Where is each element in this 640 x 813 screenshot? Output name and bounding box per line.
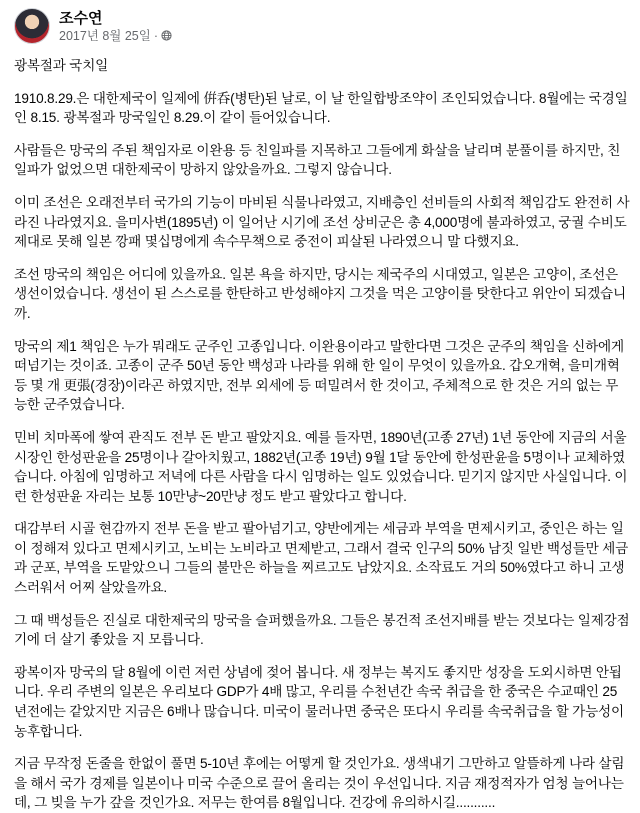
post-date[interactable]: 2017년 8월 25일	[59, 28, 151, 43]
post-paragraph: 조선 망국의 책임은 어디에 있을까요. 일본 욕을 하지만, 당시는 제국주의 시대였고, 일본은 고양이, 조선은 생선이었습니다. 생선이 된 스스로를 한탄하고 반성해야지 그것을 먹은 고양이를 탓한다고 위안이 되겠습니까.	[14, 266, 626, 321]
post-paragraph: 이미 조선은 오래전부터 국가의 기능이 마비된 식물나라였고, 지배층인 선비들의 사회적 책임감도 완전히 사라진 나라였지요. 을미사변(1895년) 이 일어난 시기에 조선 상비군은 총 4,000명에 불과하였고, 궁궐 수비도 제대로 못해 일본 깡패 몇십명에게 속수무책으로 중전이 피살된 나라였으니 말 다했지요.	[14, 194, 630, 250]
globe-icon[interactable]	[161, 30, 172, 41]
post-paragraph: 지금 무작정 돈줄을 한없이 풀면 5-10년 후에는 어떻게 할 것인가요. 생색내기 그만하고 알뜰하게 나라 살림을 해서 국가 경제를 일본이나 미국 수준으로 끌어 올리는 것이 우선입니다. 지금 재정적자가 엄청 늘어나는데, 그 빚을 누가 갚을 것인가요. 저무는 한여름 8월입니다. 건강에 유의하시길...........	[14, 756, 625, 811]
post-paragraph: 대감부터 시골 현감까지 전부 돈을 받고 팔아넘기고, 양반에게는 세금과 부역을 면제시키고, 중인은 하는 일이 정해져 있다고 면제시키고, 노비는 노비라고 면제받고, 그래서 결국 인구의 50% 남짓 일반 백성들만 세금과 군포, 부역을 도맡았으니 그들의 불만은 하늘을 찌르고도 남았지요. 소작료도 거의 50%였다고 하니 고생스러워서 어찌 살았을까요.	[14, 521, 629, 596]
post-paragraph: 민비 치마폭에 쌓여 관직도 전부 돈 받고 팔았지요. 예를 들자면, 1890년(고종 27년) 1년 동안에 지금의 서울시장인 한성판윤을 25명이나 갈아치웠고, 1882년(고종 19년) 9월 1달 동안에 한성판윤을 5명이나 교체하였습니다. 아침에 임명하고 저녁에 다른 사람을 다시 임명하는 일도 있었습니다. 믿기지 않지만 사실입니다. 이런 한성판윤 자리는 보통 10만냥~20만냥 정도 받고 팔았다고 합니다.	[14, 429, 628, 504]
post-paragraph: 그 때 백성들은 진실로 대한제국의 망국을 슬퍼했을까요. 그들은 봉건적 조선지배를 받는 것보다는 일제강점기에 더 살기 좋았을 지 모릅니다.	[14, 612, 630, 648]
post-content	[14, 56, 630, 813]
author-name[interactable]: 조수연	[59, 9, 103, 27]
post-paragraph: 1910.8.29.은 대한제국이 일제에 倂呑(병탄)된 날로, 이 날 한일합방조약이 조인되었습니다. 8월에는 국경일인 8.15. 광복절과 망국일인 8.29.이 같이 들어있습니다.	[14, 90, 628, 126]
separator-dot: ·	[153, 28, 159, 43]
post-subline	[59, 28, 172, 44]
post-paragraph: 사람들은 망국의 주된 책임자로 이완용 등 친일파를 지목하고 그들에게 화살을 날리며 분풀이를 하지만, 친일파가 없었으면 대한제국이 망하지 않았을까요. 그렇지 않습니다.	[14, 142, 621, 178]
avatar[interactable]	[14, 8, 50, 44]
post-paragraph: 망국의 제1 책임은 누가 뭐래도 군주인 고종입니다. 이완용이라고 말한다면 그것은 군주의 책임을 신하에게 떠넘기는 것이죠. 고종이 군주 50년 동안 백성과 나라를 위해 한 일이 무엇이 있을까요. 갑오개혁, 을미개혁 등 몇 개 更張(경장)이라곤 하였지만, 전부 외세에 등 떠밀려서 한 것이고, 주체적으로 한 것은 거의 없는 무능한 군주였습니다.	[14, 338, 624, 413]
post-paragraph: 광복이자 망국의 달 8월에 이런 저런 상념에 젖어 봅니다. 새 정부는 복지도 좋지만 성장을 도외시하면 안됩니다. 우리 주변의 일본은 우리보다 GDP가 4배 많고, 우리를 수천년간 속국 취급을 한 중국은 수교때인 25년전에는 같았지만 지금은 6배나 많습니다. 미국이 물러나면 중국은 또다시 우리를 속국취급을 할 가능성이 농후합니다.	[14, 664, 624, 739]
post-title: 광복절과 국치일	[14, 58, 109, 73]
post-meta	[59, 9, 172, 44]
post-header	[14, 6, 630, 46]
